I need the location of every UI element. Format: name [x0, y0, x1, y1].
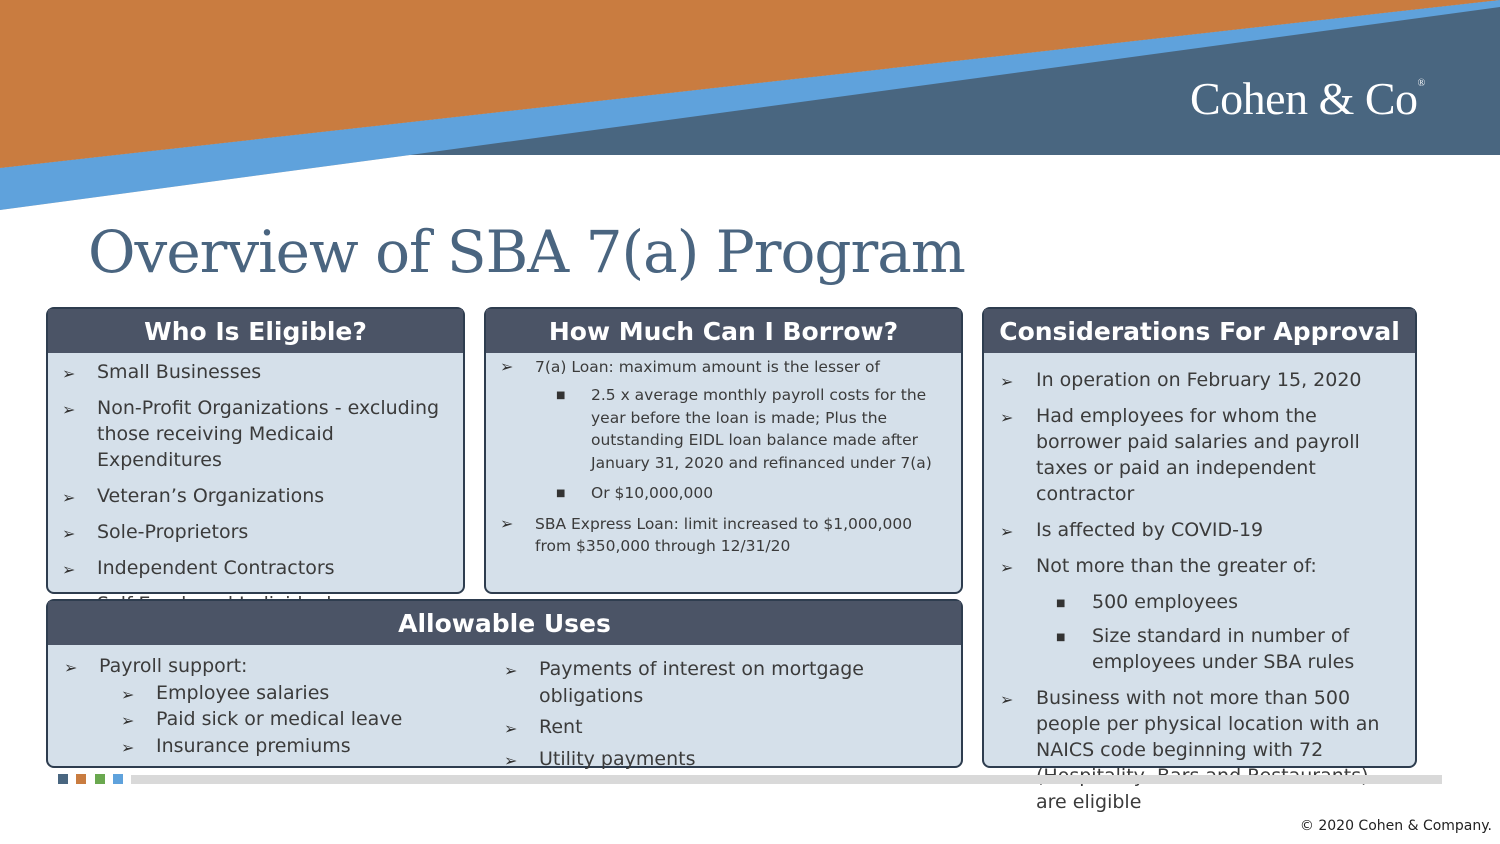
footer-square-light-blue: [113, 774, 123, 784]
sub-list-item: ➢ Paid sick or medical leave: [121, 706, 484, 733]
list-item: ➢ In operation on February 15, 2020: [1000, 367, 1405, 393]
arrow-bullet-icon: ➢: [1000, 690, 1014, 709]
borrow-list: [486, 353, 961, 557]
list-item: ➢ Non-Profit Organizations - excluding those receiving Medicaid Expenditures: [62, 397, 440, 471]
arrow-bullet-icon: ➢: [1000, 372, 1014, 391]
arrow-bullet-icon: ➢: [504, 661, 518, 680]
uses-right-list: [504, 656, 954, 777]
list-item: ➢ Had employees for whom the borrower paid salaries and payroll taxes or paid an independent contractor: [1000, 405, 1360, 505]
borrow-panel: [484, 307, 963, 594]
arrow-bullet-icon: ➢: [500, 357, 514, 376]
company-logo: Cohen & Co®: [1190, 73, 1425, 124]
list-item: ➢ 7(a) Loan: maximum amount is the lesser of ■ 2.5 x average monthly payroll costs for the year before the loan is made; Plus the outstanding EIDL loan balance made after January 31, 2020 and refinanced under 7(a) ■ Or $10,000,000: [500, 356, 951, 505]
square-bullet-icon: ■: [556, 488, 566, 499]
list-item: ➢ Small Businesses: [62, 359, 453, 385]
arrow-bullet-icon: ➢: [62, 364, 76, 383]
arrow-bullet-icon: ➢: [121, 711, 135, 730]
list-item: ➢ Payroll support: ➢ Employee salaries ➢ Paid sick or medical leave ➢ Insurance premiums: [64, 653, 484, 759]
sub-list-item: ■ 2.5 x average monthly payroll costs for the year before the loan is made; Plus the outstanding EIDL loan balance made after January 31, 2020 and refinanced under 7(a): [556, 386, 932, 472]
sub-list-item: ■ Or $10,000,000: [556, 482, 951, 505]
list-item: ➢ Rent: [504, 714, 954, 741]
list-item: ➢ Business with not more than 500 people per physical location with an NAICS code beginning with 72 are eligible: [1000, 687, 1380, 813]
page-title: Overview of SBA 7(a) Program: [88, 218, 965, 286]
arrow-bullet-icon: ➢: [62, 488, 76, 507]
sub-list-item: ■ 500 employees: [1056, 589, 1405, 615]
allowable-uses-panel: [46, 599, 963, 768]
arrow-bullet-icon: ➢: [62, 400, 76, 419]
arrow-bullet-icon: ➢: [64, 658, 78, 677]
arrow-bullet-icon: ➢: [1000, 558, 1014, 577]
arrow-bullet-icon: ➢: [500, 513, 514, 533]
borrow-sub-list: [535, 384, 951, 505]
arrow-bullet-icon: ➢: [1000, 408, 1014, 427]
arrow-bullet-icon: ➢: [62, 560, 76, 579]
copyright-text: © 2020 Cohen & Company.: [1299, 818, 1492, 834]
list-item: ➢ Not more than the greater of: ■ 500 employees ■ Size standard in number of employees under SBA rules: [1000, 553, 1405, 675]
footer-square-green: [95, 774, 105, 784]
payroll-sub-list: [99, 680, 484, 760]
list-item: ➢ Utility payments: [504, 746, 954, 773]
footer-divider: [131, 775, 1442, 784]
arrow-bullet-icon: ➢: [121, 737, 135, 757]
square-bullet-icon: ■: [556, 390, 566, 401]
borrow-heading: How Much Can I Borrow?: [486, 309, 961, 353]
list-item: ➢ SBA Express Loan: limit increased to $1,000,000 from $350,000 through 12/31/20: [500, 513, 913, 555]
square-bullet-icon: ■: [1056, 632, 1066, 643]
eligibility-panel: [46, 307, 465, 594]
list-item: ➢ Veteran’s Organizations: [62, 483, 453, 509]
uses-left-list: [64, 653, 484, 759]
list-item: ➢ Payments of interest on mortgage obligations: [504, 658, 864, 707]
list-item: ➢ Independent Contractors: [62, 555, 453, 581]
sub-list-item: ➢ Insurance premiums: [121, 733, 484, 760]
eligibility-list: [48, 353, 463, 617]
footer-bar: [58, 774, 1442, 785]
considerations-heading: Considerations For Approval: [984, 309, 1415, 353]
sub-list-item: ➢ Employee salaries: [121, 680, 484, 707]
arrow-bullet-icon: ➢: [62, 524, 76, 543]
considerations-list: [984, 353, 1415, 815]
arrow-bullet-icon: ➢: [504, 719, 518, 738]
eligibility-heading: Who Is Eligible?: [48, 309, 463, 353]
considerations-sub-list: [1036, 589, 1405, 675]
arrow-bullet-icon: ➢: [121, 684, 135, 704]
considerations-panel: [982, 307, 1417, 813]
arrow-bullet-icon: ➢: [1000, 522, 1014, 541]
footer-square-slate: [58, 774, 68, 784]
square-bullet-icon: ■: [1056, 598, 1066, 609]
arrow-bullet-icon: ➢: [504, 750, 518, 770]
footer-square-orange: [76, 774, 86, 784]
sub-list-item: ■ Size standard in number of employees under SBA rules: [1056, 625, 1355, 673]
list-item: ➢ Is affected by COVID-19: [1000, 517, 1405, 543]
allowable-uses-heading: Allowable Uses: [48, 601, 961, 645]
list-item: ➢ Sole-Proprietors: [62, 519, 453, 545]
